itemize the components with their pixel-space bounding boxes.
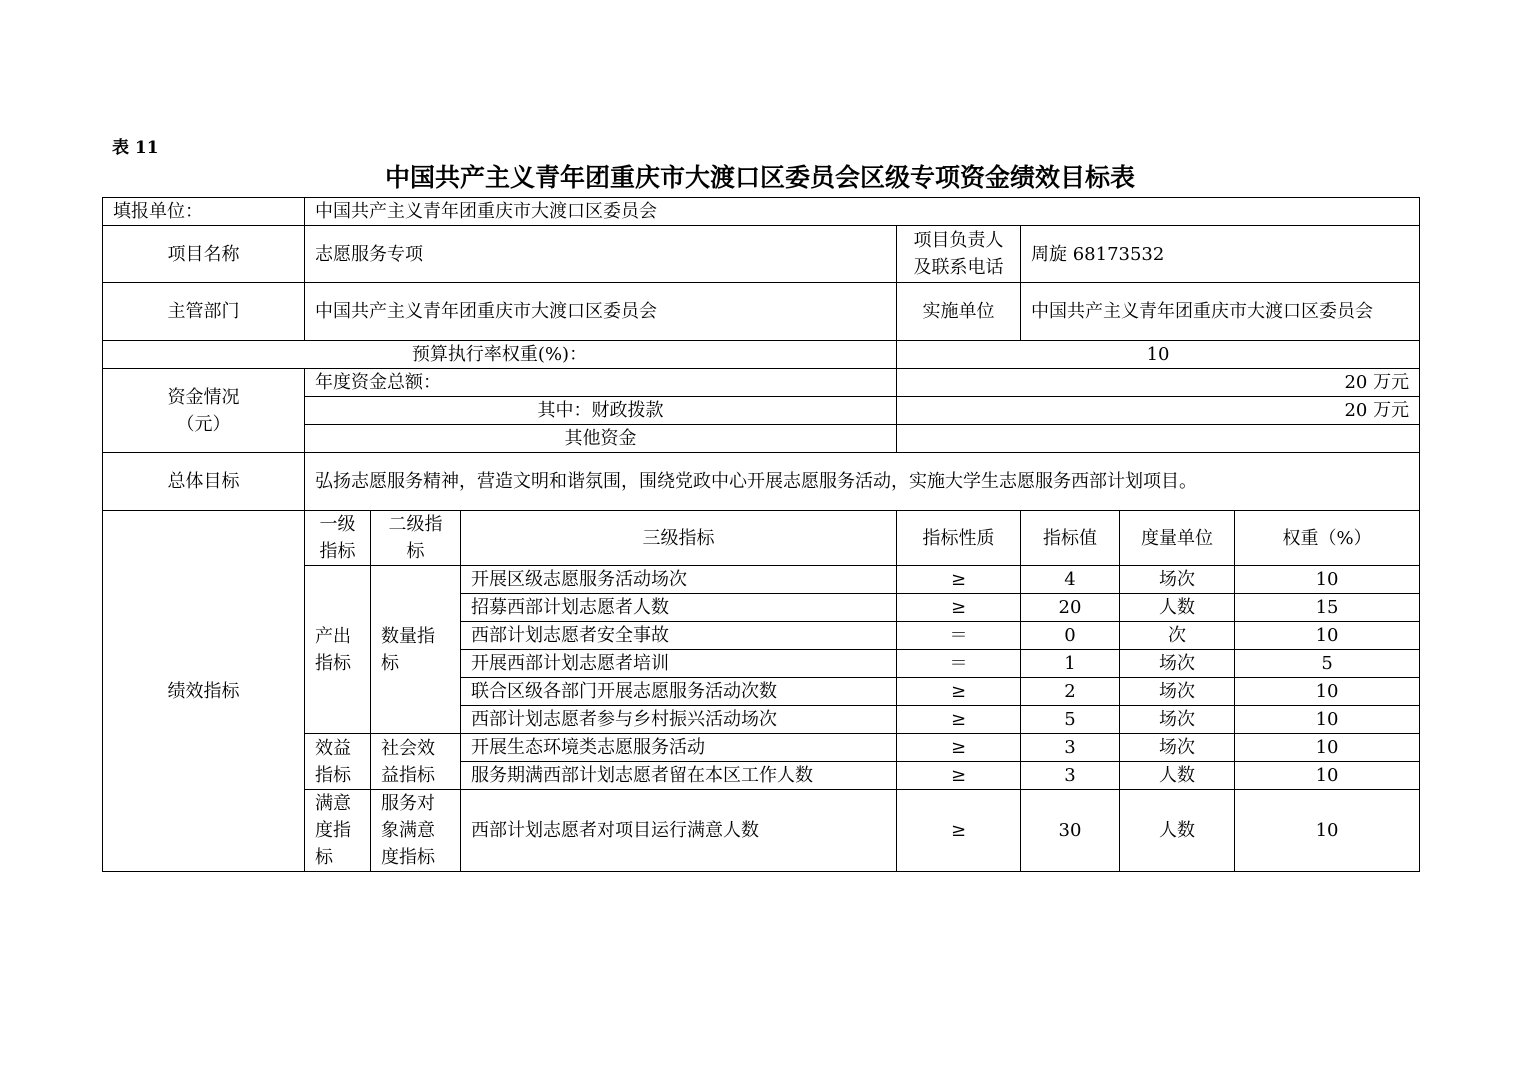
fill-unit-row xyxy=(103,198,1420,226)
header-unit: 度量单位 xyxy=(1120,511,1235,566)
satisfaction-level2 xyxy=(371,790,461,872)
indicator-unit: 场次 xyxy=(1120,734,1235,762)
funds-fiscal-value: 20 万元 xyxy=(897,397,1420,425)
project-owner-label xyxy=(897,226,1021,283)
dept-value: 中国共产主义青年团重庆市大渡口区委员会 xyxy=(305,283,897,341)
benefit-level1-line2: 指标 xyxy=(315,764,351,786)
benefit-level1-line1: 效益 xyxy=(315,737,351,759)
indicator-name: 开展西部计划志愿者培训 xyxy=(461,650,897,678)
indicator-weight: 5 xyxy=(1235,650,1420,678)
output-level1 xyxy=(305,566,371,734)
project-name-value: 志愿服务专项 xyxy=(305,226,897,283)
indicator-unit: 场次 xyxy=(1120,566,1235,594)
project-row xyxy=(103,226,1420,283)
funds-fiscal-label: 其中：财政拨款 xyxy=(305,397,897,425)
dept-row xyxy=(103,283,1420,341)
header-weight: 权重（%） xyxy=(1235,511,1420,566)
indicator-unit: 人数 xyxy=(1120,762,1235,790)
indicator-value: 4 xyxy=(1021,566,1120,594)
funds-label-line1: 资金情况 xyxy=(167,386,240,408)
indicator-value: 3 xyxy=(1021,734,1120,762)
indicator-unit: 场次 xyxy=(1120,706,1235,734)
indicator-name: 服务期满西部计划志愿者留在本区工作人数 xyxy=(461,762,897,790)
satisfaction-level1-line2: 度指 xyxy=(315,820,351,841)
funds-label xyxy=(103,369,305,453)
budget-weight-label: 预算执行率权重(%)： xyxy=(103,341,897,369)
funds-other-value xyxy=(897,425,1420,453)
benefit-level2 xyxy=(371,734,461,790)
indicator-name: 招募西部计划志愿者人数 xyxy=(461,594,897,622)
impl-unit-value: 中国共产主义青年团重庆市大渡口区委员会 xyxy=(1021,283,1420,341)
indicator-weight: 10 xyxy=(1235,790,1420,872)
indicator-value: 1 xyxy=(1021,650,1120,678)
funds-total-label: 年度资金总额： xyxy=(305,369,897,397)
goal-value: 弘扬志愿服务精神，营造文明和谐氛围，围绕党政中心开展志愿服务活动，实施大学生志愿服务西部计划项目。 xyxy=(305,453,1420,511)
indicator-name: 联合区级各部门开展志愿服务活动次数 xyxy=(461,678,897,706)
indicator-value: 0 xyxy=(1021,622,1120,650)
header-value: 指标值 xyxy=(1021,511,1120,566)
goal-label: 总体目标 xyxy=(103,453,305,511)
header-level3: 三级指标 xyxy=(461,511,897,566)
indicator-unit: 人数 xyxy=(1120,594,1235,622)
satisfaction-level2-line1: 服务对 xyxy=(381,793,435,814)
performance-target-table xyxy=(102,197,1420,872)
indicator-op: ≥ xyxy=(897,566,1021,594)
header-level1-line1: 一级 xyxy=(319,514,356,535)
indicator-op: ＝ xyxy=(897,650,1021,678)
funds-other-label: 其他资金 xyxy=(305,425,897,453)
budget-weight-row xyxy=(103,341,1420,369)
indicator-name: 西部计划志愿者安全事故 xyxy=(461,622,897,650)
indicator-weight: 15 xyxy=(1235,594,1420,622)
satisfaction-level1-line1: 满意 xyxy=(315,793,351,814)
indicator-value: 3 xyxy=(1021,762,1120,790)
goal-row xyxy=(103,453,1420,511)
output-level1-line1: 产出 xyxy=(315,625,351,647)
indicator-weight: 10 xyxy=(1235,706,1420,734)
project-owner-label-line1: 项目负责人 xyxy=(913,230,1004,251)
indicator-header-row xyxy=(103,511,1420,566)
funds-total-value: 20 万元 xyxy=(897,369,1420,397)
indicator-value: 2 xyxy=(1021,678,1120,706)
indicator-name: 西部计划志愿者对项目运行满意人数 xyxy=(461,790,897,872)
impl-unit-label: 实施单位 xyxy=(897,283,1021,341)
project-owner-label-line2: 及联系电话 xyxy=(913,257,1004,278)
funds-total-row xyxy=(103,369,1420,397)
budget-weight-value: 10 xyxy=(897,341,1420,369)
benefit-level2-line1: 社会效 xyxy=(381,737,435,759)
header-level2 xyxy=(371,511,461,566)
indicator-name: 西部计划志愿者参与乡村振兴活动场次 xyxy=(461,706,897,734)
indicator-op: ≥ xyxy=(897,734,1021,762)
indicator-weight: 10 xyxy=(1235,622,1420,650)
indicator-weight: 10 xyxy=(1235,678,1420,706)
project-owner-value: 周旋 68173532 xyxy=(1021,226,1420,283)
project-name-label: 项目名称 xyxy=(103,226,305,283)
indicator-op: ≥ xyxy=(897,762,1021,790)
document-title: 中国共产主义青年团重庆市大渡口区委员会区级专项资金绩效目标表 xyxy=(384,163,1135,192)
indicator-name: 开展区级志愿服务活动场次 xyxy=(461,566,897,594)
header-level1-line2: 指标 xyxy=(319,541,356,562)
header-level2-line2: 标 xyxy=(406,541,425,562)
output-level2 xyxy=(371,566,461,734)
indicator-unit: 次 xyxy=(1120,622,1235,650)
benefit-level2-line2: 益指标 xyxy=(381,764,435,786)
satisfaction-level2-line3: 度指标 xyxy=(381,847,435,868)
output-level1-line2: 指标 xyxy=(315,652,351,674)
indicator-op: ≥ xyxy=(897,790,1021,872)
indicator-op: ≥ xyxy=(897,678,1021,706)
indicator-unit: 人数 xyxy=(1120,790,1235,872)
satisfaction-level2-line2: 象满意 xyxy=(381,820,435,841)
indicator-value: 30 xyxy=(1021,790,1120,872)
indicator-op: ≥ xyxy=(897,594,1021,622)
indicator-value: 5 xyxy=(1021,706,1120,734)
fill-unit-value: 中国共产主义青年团重庆市大渡口区委员会 xyxy=(305,198,1420,226)
indicator-weight: 10 xyxy=(1235,734,1420,762)
indicator-op: ＝ xyxy=(897,622,1021,650)
indicator-weight: 10 xyxy=(1235,566,1420,594)
header-level1 xyxy=(305,511,371,566)
satisfaction-level1-line3: 标 xyxy=(315,847,333,868)
indicators-label: 绩效指标 xyxy=(103,511,305,872)
satisfaction-level1 xyxy=(305,790,371,872)
indicator-op: ≥ xyxy=(897,706,1021,734)
indicator-name: 开展生态环境类志愿服务活动 xyxy=(461,734,897,762)
fill-unit-label: 填报单位： xyxy=(103,198,305,226)
indicator-unit: 场次 xyxy=(1120,678,1235,706)
output-level2-line2: 标 xyxy=(381,652,399,674)
header-nature: 指标性质 xyxy=(897,511,1021,566)
dept-label: 主管部门 xyxy=(103,283,305,341)
output-level2-line1: 数量指 xyxy=(381,625,435,647)
indicator-weight: 10 xyxy=(1235,762,1420,790)
header-level2-line1: 二级指 xyxy=(388,514,443,535)
funds-label-line2: （元） xyxy=(176,413,231,435)
table-number: 表 11 xyxy=(112,138,159,158)
indicator-value: 20 xyxy=(1021,594,1120,622)
indicator-unit: 场次 xyxy=(1120,650,1235,678)
benefit-level1 xyxy=(305,734,371,790)
